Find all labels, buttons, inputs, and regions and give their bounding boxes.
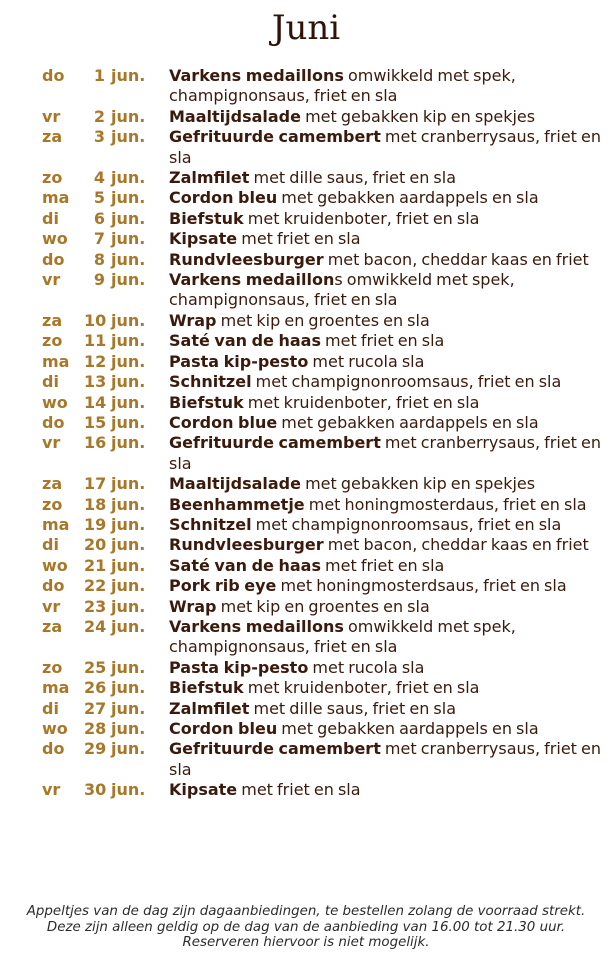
menu-entry [0, 719, 612, 739]
dish-name: Kipsate [169, 780, 238, 800]
meal-description [169, 107, 607, 127]
month-abbr: jun. [111, 168, 146, 188]
day-number: 10 [84, 310, 107, 330]
day-number: 20 [84, 535, 107, 555]
weekday: wo [42, 555, 68, 575]
menu-entry [0, 168, 612, 188]
month-abbr: jun. [111, 270, 146, 290]
month-abbr: jun. [111, 739, 146, 759]
weekday: vr [42, 433, 61, 453]
month-abbr: jun. [111, 535, 146, 555]
day-number: 30 [84, 780, 107, 800]
weekday: wo [42, 229, 68, 249]
dish-extras: met kruidenboter, friet en sla [243, 678, 480, 698]
dish-name: Biefstuk [169, 678, 244, 698]
meal-description [169, 250, 607, 270]
day-number: 14 [84, 392, 107, 412]
meal-description [169, 127, 607, 168]
menu-entry [0, 270, 612, 311]
day-number: 13 [84, 372, 107, 392]
month-abbr: jun. [111, 780, 146, 800]
dish-extras: met cranberrysaus, friet en sla [169, 433, 602, 473]
day-number: 23 [84, 596, 107, 616]
meal-description [169, 515, 607, 535]
weekday: za [42, 310, 63, 330]
day-number: 12 [84, 351, 107, 371]
weekday: wo [42, 719, 68, 738]
month-abbr: jun. [111, 555, 146, 575]
meal-description [169, 433, 607, 474]
day-number: 21 [84, 555, 107, 575]
dish-name: Rundvleesburger [169, 249, 324, 269]
menu-entry [0, 66, 612, 107]
day-number: 25 [84, 657, 107, 677]
month-abbr: jun. [111, 657, 146, 677]
dish-extras: met rucola sla [308, 657, 425, 677]
dish-extras: met champignonroomsaus, friet en sla [251, 514, 562, 534]
meal-description [169, 413, 607, 433]
dish-name: Cordon bleu [169, 719, 278, 738]
day-number: 5 [93, 188, 105, 208]
dish-name: Varkens medaillons [169, 66, 344, 85]
dish-extras: met dille saus, friet en sla [249, 168, 457, 188]
month-abbr: jun. [111, 127, 146, 147]
menu-entry [0, 658, 612, 678]
month-abbr: jun. [111, 494, 146, 514]
weekday: di [42, 208, 59, 228]
dish-extras: met gebakken aardappels en sla [277, 188, 539, 208]
menu-entry [0, 188, 612, 208]
month-abbr: jun. [111, 433, 146, 453]
month-abbr: jun. [111, 698, 146, 718]
day-number: 29 [84, 739, 107, 759]
menu-entry [0, 515, 612, 535]
meal-description [169, 66, 607, 107]
weekday: ma [42, 188, 70, 208]
menu-entry [0, 372, 612, 392]
menu-list [0, 66, 612, 801]
dish-extras: met kip en groentes en sla [216, 310, 430, 330]
month-abbr: jun. [111, 249, 146, 269]
day-number: 18 [84, 494, 107, 514]
dish-extras: met gebakken aardappels en sla [277, 412, 539, 432]
meal-description [169, 495, 607, 515]
dish-extras: met gebakken kip en spekjes [300, 474, 536, 494]
weekday: zo [42, 331, 63, 351]
meal-description [169, 597, 607, 617]
month-abbr: jun. [111, 188, 146, 208]
month-abbr: jun. [111, 412, 146, 432]
menu-entry [0, 229, 612, 249]
day-number: 4 [93, 168, 105, 188]
day-number: 3 [93, 127, 105, 147]
meal-description [169, 331, 607, 351]
month-abbr: jun. [111, 678, 146, 698]
weekday: di [42, 535, 59, 555]
dish-extras: met champignonroomsaus, friet en sla [251, 372, 562, 392]
menu-entry [0, 413, 612, 433]
weekday: zo [42, 168, 63, 188]
menu-entry [0, 617, 612, 658]
day-number: 27 [84, 698, 107, 718]
meal-description [169, 576, 607, 596]
dish-extras: omwikkeld met spek, champignonsaus, friet en sla [169, 66, 516, 106]
menu-entry [0, 535, 612, 555]
menu-entry [0, 780, 612, 800]
weekday: do [42, 576, 65, 596]
dish-name: Beenhammetje [169, 494, 305, 514]
month-abbr: jun. [111, 616, 146, 636]
dish-name: Pasta kip-pesto [169, 657, 309, 677]
meal-description [169, 311, 607, 331]
menu-entry [0, 352, 612, 372]
dish-name: Saté van de haas [169, 331, 321, 351]
day-number: 26 [84, 678, 107, 698]
dish-extras: met dille saus, friet en sla [249, 698, 457, 718]
month-abbr: jun. [111, 514, 146, 534]
dish-name: Schnitzel [169, 514, 252, 534]
dish-extras: met honingmosterdsaus, friet en sla [276, 576, 567, 596]
dish-extras: met gebakken aardappels en sla [277, 719, 539, 738]
day-number: 2 [93, 106, 105, 126]
menu-entry [0, 250, 612, 270]
month-abbr: jun. [111, 331, 146, 351]
day-number: 8 [93, 249, 105, 269]
dish-extras: met bacon, cheddar kaas en friet [323, 249, 589, 269]
dish-name: Rundvleesburger [169, 535, 324, 555]
month-abbr: jun. [111, 392, 146, 412]
day-number: 17 [84, 474, 107, 494]
menu-entry [0, 311, 612, 331]
dish-name: Zalmfilet [169, 698, 250, 718]
weekday: za [42, 127, 63, 147]
meal-description [169, 474, 607, 494]
dish-extras: met honingmosterdaus, friet en sla [304, 494, 587, 514]
meal-description [169, 556, 607, 576]
dish-extras: met kruidenboter, friet en sla [243, 392, 480, 412]
footer-note: Appeltjes van de dag zijn dagaanbiedingen, te bestellen zolang de voorraad strekt. Deze zijn alleen geldig op de dag van de aanbieding van 16.00 tot 21.30 uur. Reserveren hiervoor is niet mogelijk. [26, 904, 586, 951]
meal-description [169, 658, 607, 678]
meal-description [169, 168, 607, 188]
day-number: 7 [93, 229, 105, 249]
weekday: do [42, 249, 65, 269]
day-number: 15 [84, 412, 107, 432]
month-abbr: jun. [111, 351, 146, 371]
dish-extras: met friet en sla [320, 331, 445, 351]
menu-entry [0, 597, 612, 617]
day-number: 9 [93, 270, 105, 290]
month-abbr: jun. [111, 596, 146, 616]
meal-description [169, 617, 607, 658]
dish-extras: met gebakken kip en spekjes [300, 106, 536, 126]
meal-description [169, 535, 607, 555]
weekday: di [42, 698, 59, 718]
month-abbr: jun. [111, 229, 146, 249]
menu-entry [0, 209, 612, 229]
dish-extras: met friet en sla [237, 229, 361, 249]
menu-entry [0, 576, 612, 596]
dish-name: Wrap [169, 596, 217, 616]
menu-entry [0, 393, 612, 413]
meal-description [169, 209, 607, 229]
weekday: wo [42, 392, 68, 412]
weekday: vr [42, 596, 61, 616]
day-number: 24 [84, 616, 107, 636]
month-abbr: jun. [111, 106, 146, 126]
day-number: 22 [84, 576, 107, 596]
month-abbr: jun. [111, 66, 146, 85]
dish-name: Varkens medaillons [169, 616, 344, 636]
menu-entry [0, 495, 612, 515]
weekday: zo [42, 657, 63, 677]
weekday: ma [42, 678, 70, 698]
dish-extras: met bacon, cheddar kaas en friet [323, 535, 589, 555]
dish-name: Gefrituurde camembert [169, 127, 381, 147]
dish-extras: met kip en groentes en sla [216, 596, 430, 616]
dish-extras: s omwikkeld met spek, champignonsaus, friet en sla [169, 270, 515, 310]
day-number: 19 [84, 514, 107, 534]
weekday: do [42, 412, 65, 432]
dish-extras: met cranberrysaus, friet en sla [169, 739, 602, 779]
dish-name: Schnitzel [169, 372, 252, 392]
dish-name: Saté van de haas [169, 555, 321, 575]
dish-name: Pork rib eye [169, 576, 277, 596]
dish-name: Gefrituurde camembert [169, 433, 381, 453]
meal-description [169, 393, 607, 413]
meal-description [169, 699, 607, 719]
dish-name: Maaltijdsalade [169, 474, 301, 494]
dish-extras: met friet en sla [320, 555, 445, 575]
menu-entry [0, 331, 612, 351]
day-number: 16 [84, 433, 107, 453]
dish-name: Cordon bleu [169, 188, 278, 208]
weekday: zo [42, 494, 63, 514]
weekday: do [42, 66, 65, 85]
dish-name: Wrap [169, 310, 217, 330]
menu-entry [0, 678, 612, 698]
day-number: 11 [84, 331, 107, 351]
weekday: vr [42, 780, 61, 800]
weekday: ma [42, 351, 70, 371]
dish-name: Biefstuk [169, 208, 244, 228]
month-abbr: jun. [111, 310, 146, 330]
month-abbr: jun. [111, 576, 146, 596]
dish-name: Biefstuk [169, 392, 244, 412]
weekday: vr [42, 270, 61, 290]
meal-description [169, 780, 607, 800]
dish-extras: met cranberrysaus, friet en sla [169, 127, 602, 167]
month-abbr: jun. [111, 208, 146, 228]
day-number: 6 [93, 208, 105, 228]
dish-name: Pasta kip-pesto [169, 351, 309, 371]
weekday: do [42, 739, 65, 759]
month-abbr: jun. [111, 372, 146, 392]
page-title: Juni [271, 8, 341, 48]
menu-entry [0, 433, 612, 474]
dish-extras: met friet en sla [237, 780, 361, 800]
dish-extras: met rucola sla [308, 351, 425, 371]
meal-description [169, 352, 607, 372]
dish-name: Varkens medaillon [169, 270, 335, 290]
meal-description [169, 678, 607, 698]
dish-extras: omwikkeld met spek, champignonsaus, friet en sla [169, 616, 516, 657]
dish-name: Kipsate [169, 229, 238, 249]
dish-name: Gefrituurde camembert [169, 739, 381, 759]
dish-name: Maaltijdsalade [169, 106, 301, 126]
month-abbr: jun. [111, 474, 146, 494]
meal-description [169, 739, 607, 780]
meal-description [169, 270, 607, 311]
weekday: za [42, 616, 63, 636]
day-number: 1 [93, 66, 105, 85]
dish-extras: met kruidenboter, friet en sla [243, 208, 480, 228]
day-number: 28 [84, 719, 107, 738]
weekday: ma [42, 514, 70, 534]
dish-name: Zalmfilet [169, 168, 250, 188]
month-abbr: jun. [111, 719, 146, 738]
meal-description [169, 719, 607, 739]
meal-description [169, 372, 607, 392]
menu-entry [0, 556, 612, 576]
menu-entry [0, 739, 612, 780]
weekday: di [42, 372, 59, 392]
weekday: za [42, 474, 63, 494]
menu-entry [0, 107, 612, 127]
menu-entry [0, 127, 612, 168]
meal-description [169, 229, 607, 249]
meal-description [169, 188, 607, 208]
menu-entry [0, 474, 612, 494]
weekday: vr [42, 106, 61, 126]
dish-name: Cordon blue [169, 412, 278, 432]
menu-entry [0, 699, 612, 719]
